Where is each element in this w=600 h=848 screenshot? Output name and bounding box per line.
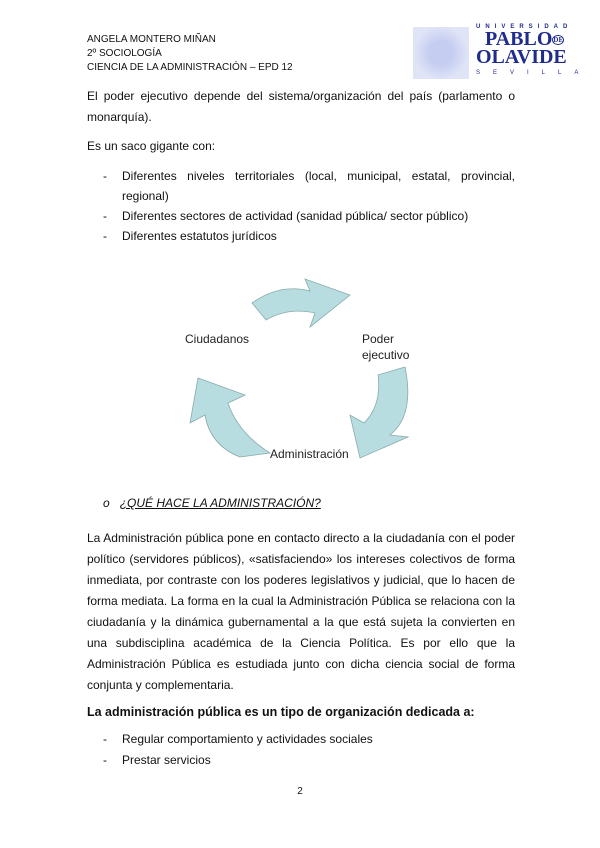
header-subject: CIENCIA DE LA ADMINISTRACIÓN – EPD 12 <box>87 62 293 73</box>
page-number: 2 <box>297 786 303 797</box>
cycle-diagram <box>160 265 430 465</box>
label-administracion: Administración <box>270 447 349 461</box>
list-item: - Diferentes sectores de actividad (sanidad pública/ sector público) <box>103 209 469 223</box>
arrow-right-icon <box>350 367 408 458</box>
paragraph-poder-ejecutivo: El poder ejecutivo depende del sistema/organización del país (parlamento o monarquía). <box>87 89 515 124</box>
label-ciudadanos: Ciudadanos <box>185 332 250 346</box>
list-item: - Regular comportamiento y actividades sociales <box>103 732 373 746</box>
label-ejecutivo: ejecutivo <box>362 348 410 362</box>
arrow-top-icon <box>252 279 350 327</box>
section-heading: o ¿QUÉ HACE LA ADMINISTRACIÓN? <box>103 496 321 510</box>
label-poder: Poder <box>362 332 395 346</box>
arrow-left-icon <box>190 378 270 457</box>
paragraph-administracion: La Administración pública pone en contacto directo a la ciudadanía con el poder político (servidores públicos), «satisfaciendo» los intereses colectivos de forma inmediata, por contraste con los poderes legislativos y judicial, que lo hacen de forma mediata. La forma en la cual la Administración Pública se relaciona con la ciudadanía y la dinámica gubernamental a la que está sujeta la convierten en una subdisciplina académica de la Ciencia Política. Es por ello que la Administración Pública es estudiada junto con dicha ciencia social de forma conjunta y complementaria. <box>87 531 515 692</box>
list-item: - Prestar servicios <box>103 753 211 767</box>
bold-heading: La administración pública es un tipo de organización dedicada a: <box>87 705 475 719</box>
university-logo: UNIVERSIDAD PABLODE OLAVIDE SEVILLA <box>413 24 558 80</box>
logo-emblem-icon <box>413 27 469 79</box>
header-course: 2º SOCIOLOGÍA <box>87 48 162 59</box>
header-author: ANGELA MONTERO MIÑAN <box>87 34 216 45</box>
list-item: - Diferentes niveles territoriales (local, municipal, estatal, provincial, regional) <box>103 169 515 203</box>
list-item: - Diferentes estatutos jurídicos <box>103 229 277 243</box>
paragraph-saco-gigante: Es un saco gigante con: <box>87 139 216 153</box>
